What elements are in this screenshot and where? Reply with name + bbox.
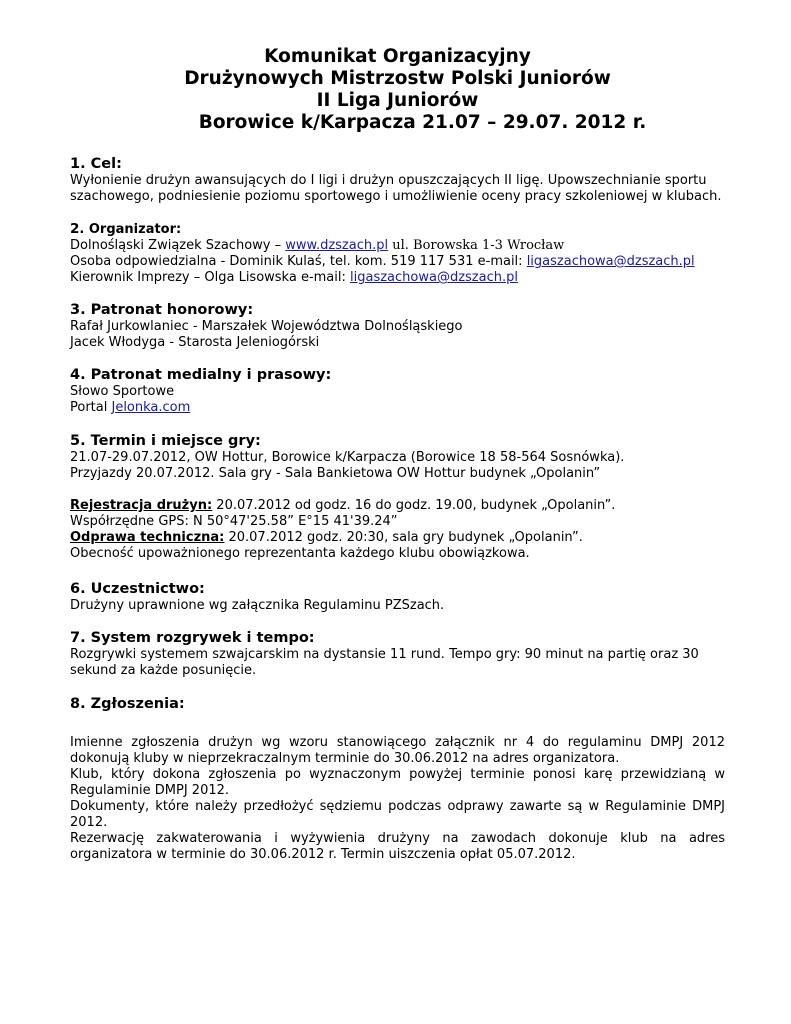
attendance-line: Obecność upoważnionego reprezentanta każdego klubu obowiązkowa. — [70, 546, 530, 561]
venue-line: 21.07-29.07.2012, OW Hottur, Borowice k/Karpacza (Borowice 18 58-564 Sosnówka). — [70, 450, 625, 465]
media-line: Portal Jelonka.com — [70, 400, 191, 415]
section-zgloszenia — [70, 696, 725, 863]
patron-line: Rafał Jurkowlaniec - Marszałek Województwa Dolnośląskiego — [70, 319, 463, 334]
section-paragraph: Rezerwację zakwaterowania i wyżywienia drużyny na zawodach dokonuje klub na adres organizatora w terminie do 30.06.2012 r. Termin uiszczenia opłat 05.07.2012. — [70, 831, 725, 862]
document-title — [70, 46, 725, 134]
section-heading: 1. Cel: — [70, 156, 122, 172]
media-line: Słowo Sportowe — [70, 384, 175, 399]
section-uczestnictwo — [70, 581, 725, 614]
manager-line: Kierownik Imprezy – Olga Lisowska e-mail: ligaszachowa@dzszach.pl — [70, 270, 518, 285]
title-line-1: Komunikat Organizacyjny — [264, 46, 531, 67]
section-termin — [70, 433, 725, 562]
title-line-4: Borowice k/Karpacza 21.07 – 29.07. 2012 r. — [198, 112, 647, 133]
section-paragraph: Klub, który dokona zgłoszenia po wyznaczonym powyżej terminie ponosi karę przewidzianą w Regulaminie DMPJ 2012. — [70, 767, 725, 798]
title-line-3: II Liga Juniorów — [316, 90, 479, 111]
section-paragraph: Dokumenty, które należy przedłożyć sędziemu podczas odprawy zawarte są w Regulaminie DMPJ 2012. — [70, 799, 725, 830]
section-heading: 2. Organizator: — [70, 221, 182, 237]
section-heading: 6. Uczestnictwo: — [70, 581, 205, 597]
arrival-line: Przyjazdy 20.07.2012. Sala gry - Sala Bankietowa OW Hottur budynek „Opolanin” — [70, 466, 601, 481]
section-organizator — [70, 221, 725, 286]
portal-link[interactable]: Jelonka.com — [111, 400, 191, 415]
section-heading: 4. Patronat medialny i prasowy: — [70, 367, 332, 383]
section-cel — [70, 156, 725, 205]
section-heading: 7. System rozgrywek i tempo: — [70, 630, 315, 646]
section-text: Rozgrywki systemem szwajcarskim na dystansie 11 rund. Tempo gry: 90 minut na partię oraz 30 sekund za każde posunięcie. — [70, 647, 699, 678]
document-page — [70, 46, 725, 863]
section-heading: 5. Termin i miejsce gry: — [70, 433, 261, 449]
section-heading: 3. Patronat honorowy: — [70, 302, 254, 318]
section-patronat-honorowy — [70, 302, 725, 351]
briefing-line: Odprawa techniczna: 20.07.2012 godz. 20:30, sala gry budynek „Opolanin”. — [70, 530, 583, 545]
section-paragraph: Imienne zgłoszenia drużyn wg wzoru stanowiącego załącznik nr 4 do regulaminu DMPJ 2012 dokonują kluby w nieprzekraczalnym terminie do 30.06.2012 na adres organizatora. — [70, 735, 725, 766]
section-patronat-medialny — [70, 367, 725, 416]
responsible-line: Osoba odpowiedzialna - Dominik Kulaś, tel. kom. 519 117 531 e-mail: ligaszachowa@dzszach.pl — [70, 254, 695, 269]
title-line-2: Drużynowych Mistrzostw Polski Juniorów — [184, 68, 611, 89]
email-link[interactable]: ligaszachowa@dzszach.pl — [526, 254, 695, 269]
organizer-line: Dolnośląski Związek Szachowy – www.dzszach.pl ul. Borowska 1-3 Wrocław — [70, 238, 565, 253]
section-text: Wyłonienie drużyn awansujących do I ligi i drużyn opuszczających II ligę. Upowszechnianie sportu szachowego, podniesienie poziomu sportowego i umożliwienie oceny pracy szkoleniowej w klubach. — [70, 173, 722, 204]
website-link[interactable]: www.dzszach.pl — [285, 238, 389, 253]
section-text: Drużyny uprawnione wg załącznika Regulaminu PZSzach. — [70, 598, 445, 613]
patron-line: Jacek Włodyga - Starosta Jeleniogórski — [70, 335, 320, 350]
registration-line: Rejestracja drużyn: 20.07.2012 od godz. 16 do godz. 19.00, budynek „Opolanin”. — [70, 498, 616, 513]
section-heading: 8. Zgłoszenia: — [70, 696, 185, 712]
email-link[interactable]: ligaszachowa@dzszach.pl — [350, 270, 518, 285]
section-system — [70, 630, 725, 679]
gps-line: Współrzędne GPS: N 50°47'25.58” E°15 41'39.24” — [70, 514, 398, 529]
